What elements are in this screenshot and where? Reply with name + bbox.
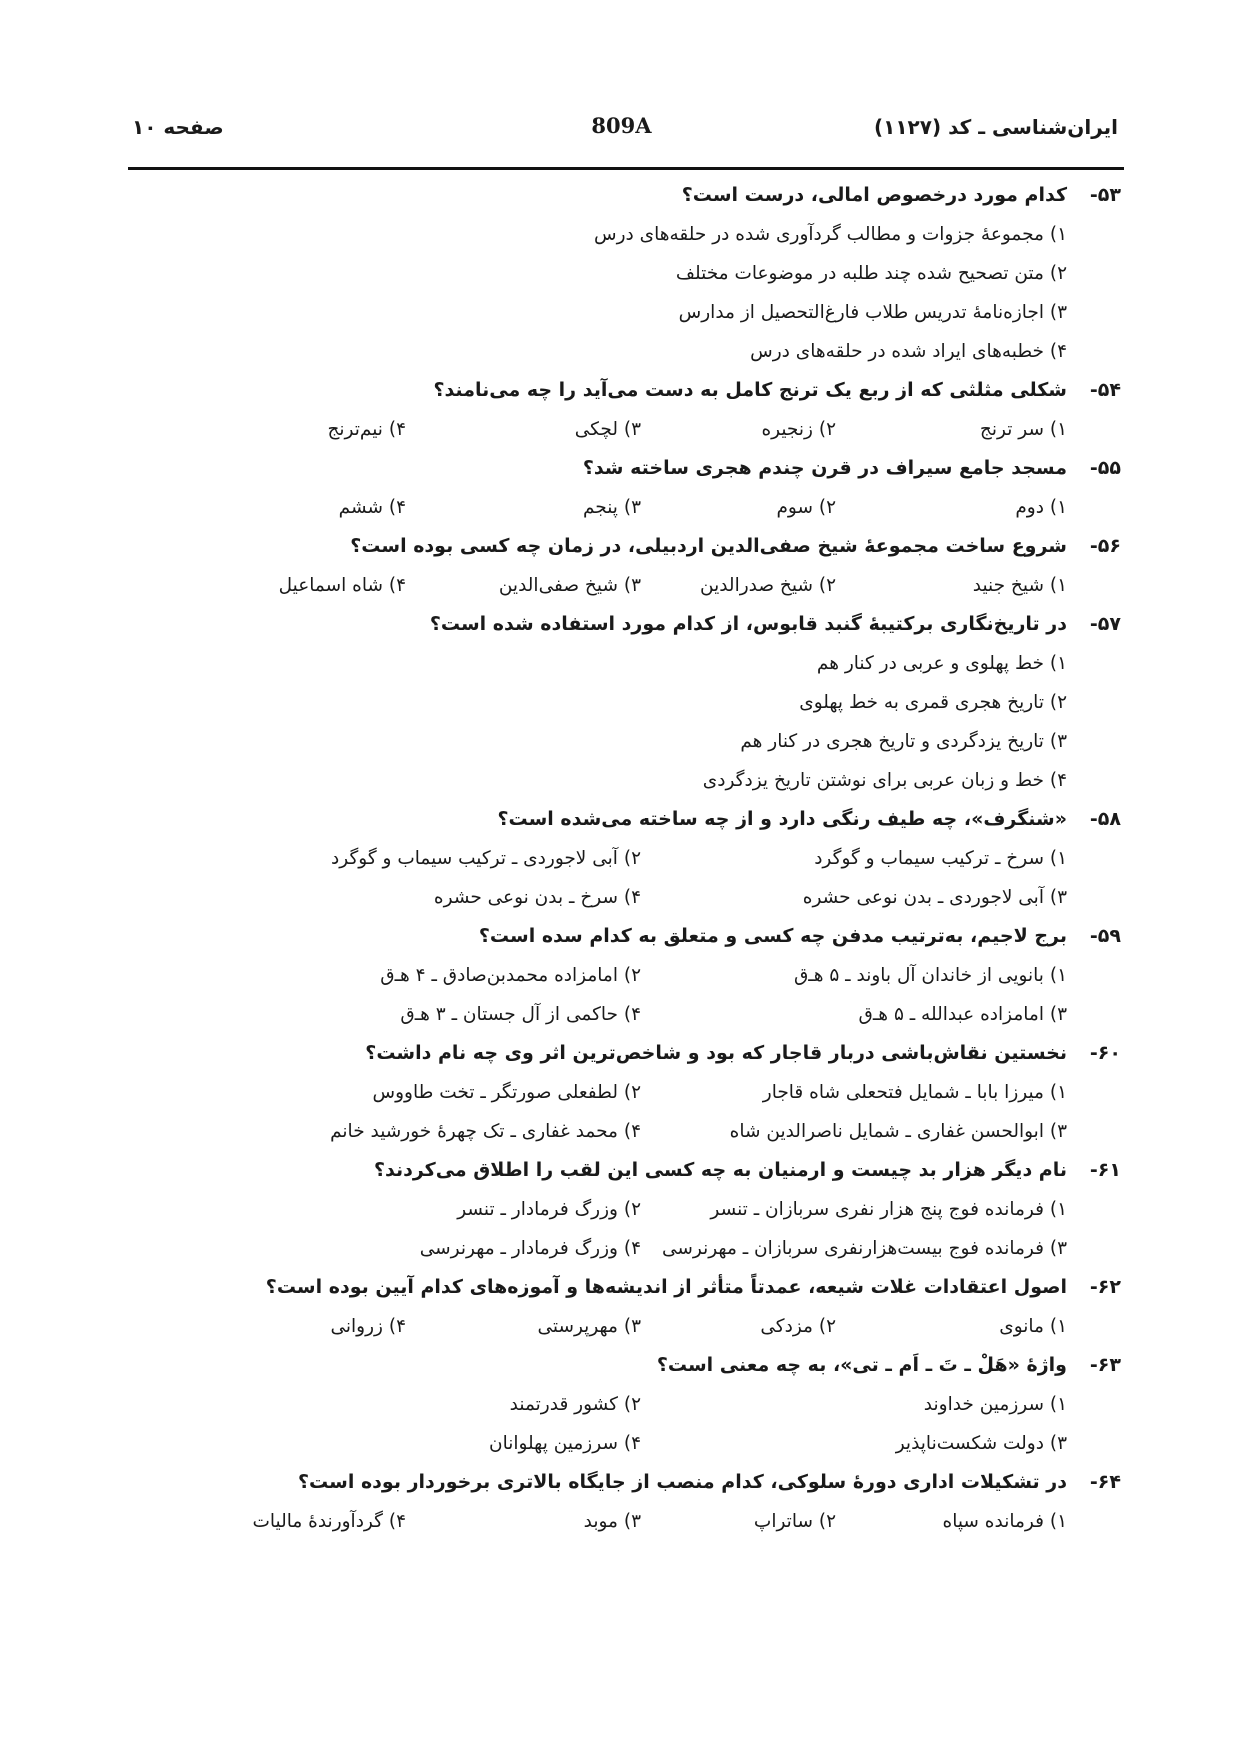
option-1[interactable]: ۱) بانویی از خاندان آل باوند ـ ۵ هـ‌ق xyxy=(793,965,1067,986)
question-stem xyxy=(121,527,1121,566)
option-4[interactable]: ۴) گردآورندهٔ مالیات xyxy=(252,1511,406,1532)
option-1[interactable]: ۱) مانوی xyxy=(999,1316,1067,1337)
question-stem xyxy=(121,449,1121,488)
question-number: ۶۲- xyxy=(1089,1276,1121,1298)
option-2[interactable]: ۲) وزرگ فرمادار ـ تنسر xyxy=(457,1199,641,1220)
question-list xyxy=(121,176,1121,1541)
question-number: ۶۱- xyxy=(1089,1159,1121,1181)
question-stem xyxy=(121,176,1121,215)
option-2[interactable]: ۲) متن تصحیح شده چند طلبه در موضوعات مختلف xyxy=(675,263,1067,284)
option-1[interactable]: ۱) فرمانده فوج پنج هزار نفری سربازان ـ تنسر xyxy=(710,1199,1067,1220)
option-4[interactable]: ۴) خطبه‌های ایراد شده در حلقه‌های درس xyxy=(750,341,1067,362)
option-3[interactable]: ۳) اجازه‌نامهٔ تدریس طلاب فارغ‌التحصیل از مدارس xyxy=(678,302,1067,323)
option-3[interactable]: ۳) دولت شکست‌ناپذیر xyxy=(895,1433,1067,1454)
option-4[interactable]: ۴) محمد غفاری ـ تک چهرهٔ خورشید خانم xyxy=(330,1121,641,1142)
option-2[interactable]: ۲) لطفعلی صورتگر ـ تخت طاووس xyxy=(372,1082,641,1103)
question-text: واژهٔ «هَلْ ـ تَ ـ اَم ـ تی»، به چه معنی است؟ xyxy=(656,1354,1067,1376)
question-63 xyxy=(121,1346,1121,1463)
option-1[interactable]: ۱) میرزا بابا ـ شمایل فتحعلی شاه قاجار xyxy=(762,1082,1067,1103)
option-4[interactable]: ۴) سرخ ـ بدن نوعی حشره xyxy=(433,887,641,908)
option-3[interactable]: ۳) شیخ صفی‌الدین xyxy=(498,575,641,596)
question-58 xyxy=(121,800,1121,917)
option-1[interactable]: ۱) سر ترنج xyxy=(979,419,1067,440)
option-2[interactable]: ۲) زنجیره xyxy=(761,419,836,440)
question-text: نخستین نقاش‌باشی دربار قاجار که بود و شاخص‌ترین اثر وی چه نام داشت؟ xyxy=(365,1042,1067,1064)
option-3[interactable]: ۳) مهرپرستی xyxy=(537,1316,641,1337)
question-text: شروع ساخت مجموعهٔ شیخ صفی‌الدین اردبیلی، در زمان چه کسی بوده است؟ xyxy=(350,535,1067,557)
page-number: صفحه ۱۰ xyxy=(132,115,224,139)
option-2[interactable]: ۲) ساتراپ xyxy=(753,1511,836,1532)
option-4[interactable]: ۴) ششم xyxy=(338,497,406,518)
option-3[interactable]: ۳) ابوالحسن غفاری ـ شمایل ناصرالدین شاه xyxy=(729,1121,1067,1142)
option-4[interactable]: ۴) حاکمی از آل جستان ـ ۳ هـ‌ق xyxy=(400,1004,641,1025)
question-60 xyxy=(121,1034,1121,1151)
question-62 xyxy=(121,1268,1121,1346)
option-1[interactable]: ۱) خط پهلوی و عربی در کنار هم xyxy=(816,653,1067,674)
question-61 xyxy=(121,1151,1121,1268)
question-text: در تشکیلات اداری دورهٔ سلوکی، کدام منصب از جایگاه بالاتری برخوردار بوده است؟ xyxy=(298,1471,1067,1493)
option-4[interactable]: ۴) نیم‌ترنج xyxy=(327,419,406,440)
option-4[interactable]: ۴) وزرگ فرمادار ـ مهرنرسی xyxy=(419,1238,641,1259)
option-2[interactable]: ۲) آبی لاجوردی ـ ترکیب سیماب و گوگرد xyxy=(331,848,641,869)
question-54 xyxy=(121,371,1121,449)
question-text: شکلی مثلثی که از ربع یک ترنج کامل به دست می‌آید را چه می‌نامند؟ xyxy=(433,379,1067,401)
option-2[interactable]: ۲) امامزاده محمدبن‌صادق ـ ۴ هـ‌ق xyxy=(380,965,641,986)
option-4[interactable]: ۴) سرزمین پهلوانان xyxy=(488,1433,641,1454)
header-divider xyxy=(128,167,1124,170)
question-64 xyxy=(121,1463,1121,1541)
question-number: ۵۵- xyxy=(1089,457,1121,479)
question-number: ۵۳- xyxy=(1089,184,1121,206)
option-4[interactable]: ۴) زروانی xyxy=(330,1316,406,1337)
question-text: کدام مورد درخصوص امالی، درست است؟ xyxy=(681,184,1067,206)
option-3[interactable]: ۳) پنجم xyxy=(582,497,641,518)
option-1[interactable]: ۱) سرخ ـ ترکیب سیماب و گوگرد xyxy=(814,848,1067,869)
question-number: ۵۷- xyxy=(1089,613,1121,635)
question-text: نام دیگر هزار بد چیست و ارمنیان به چه کسی این لقب را اطلاق می‌کردند؟ xyxy=(373,1159,1067,1181)
option-3[interactable]: ۳) امامزاده عبدالله ـ ۵ هـ‌ق xyxy=(858,1004,1067,1025)
question-number: ۶۳- xyxy=(1089,1354,1121,1376)
question-number: ۵۹- xyxy=(1089,925,1121,947)
option-2[interactable]: ۲) تاریخ هجری قمری به خط پهلوی xyxy=(799,692,1067,713)
question-stem xyxy=(121,1034,1121,1073)
question-text: در تاریخ‌نگاری برکتیبهٔ گنبد قابوس، از کدام مورد استفاده شده است؟ xyxy=(429,613,1067,635)
question-stem xyxy=(121,605,1121,644)
exam-title: ایران‌شناسی ـ کد (۱۱۲۷) xyxy=(874,115,1118,139)
question-57 xyxy=(121,605,1121,800)
question-number: ۶۴- xyxy=(1089,1471,1121,1493)
question-number: ۶۰- xyxy=(1089,1042,1121,1064)
option-1[interactable]: ۱) سرزمین خداوند xyxy=(923,1394,1067,1415)
question-text: «شنگرف»، چه طیف رنگی دارد و از چه ساخته می‌شده است؟ xyxy=(497,808,1067,830)
option-2[interactable]: ۲) سوم xyxy=(776,497,836,518)
question-55 xyxy=(121,449,1121,527)
option-4[interactable]: ۴) خط و زبان عربی برای نوشتن تاریخ یزدگردی xyxy=(702,770,1067,791)
question-number: ۵۶- xyxy=(1089,535,1121,557)
question-53 xyxy=(121,176,1121,371)
question-stem xyxy=(121,371,1121,410)
question-text: مسجد جامع سیراف در قرن چندم هجری ساخته شد؟ xyxy=(582,457,1067,479)
option-1[interactable]: ۱) فرمانده سپاه xyxy=(942,1511,1067,1532)
option-2[interactable]: ۲) کشور قدرتمند xyxy=(509,1394,641,1415)
option-1[interactable]: ۱) دوم xyxy=(1015,497,1067,518)
option-3[interactable]: ۳) فرمانده فوج بیست‌هزارنفری سربازان ـ مهرنرسی xyxy=(661,1238,1067,1259)
option-3[interactable]: ۳) موبد xyxy=(583,1511,641,1532)
question-stem xyxy=(121,1346,1121,1385)
question-stem xyxy=(121,800,1121,839)
question-stem xyxy=(121,1151,1121,1190)
question-text: اصول اعتقادات غلات شیعه، عمدتاً متأثر از اندیشه‌ها و آموزه‌های کدام آیین بوده است؟ xyxy=(265,1276,1067,1298)
option-3[interactable]: ۳) لچکی xyxy=(574,419,641,440)
question-stem xyxy=(121,1463,1121,1502)
booklet-code: 809A xyxy=(591,113,652,138)
option-2[interactable]: ۲) شیخ صدرالدین xyxy=(699,575,836,596)
option-1[interactable]: ۱) مجموعهٔ جزوات و مطالب گردآوری شده در حلقه‌های درس xyxy=(593,224,1067,245)
option-3[interactable]: ۳) تاریخ یزدگردی و تاریخ هجری در کنار هم xyxy=(740,731,1067,752)
option-1[interactable]: ۱) شیخ جنید xyxy=(972,575,1067,596)
question-56 xyxy=(121,527,1121,605)
option-4[interactable]: ۴) شاه اسماعیل xyxy=(278,575,406,596)
option-2[interactable]: ۲) مزدکی xyxy=(760,1316,836,1337)
question-stem xyxy=(121,917,1121,956)
option-3[interactable]: ۳) آبی لاجوردی ـ بدن نوعی حشره xyxy=(802,887,1067,908)
question-stem xyxy=(121,1268,1121,1307)
question-number: ۵۴- xyxy=(1089,379,1121,401)
question-59 xyxy=(121,917,1121,1034)
question-number: ۵۸- xyxy=(1089,808,1121,830)
question-text: برج لاجیم، به‌ترتیب مدفن چه کسی و متعلق به کدام سده است؟ xyxy=(478,925,1067,947)
